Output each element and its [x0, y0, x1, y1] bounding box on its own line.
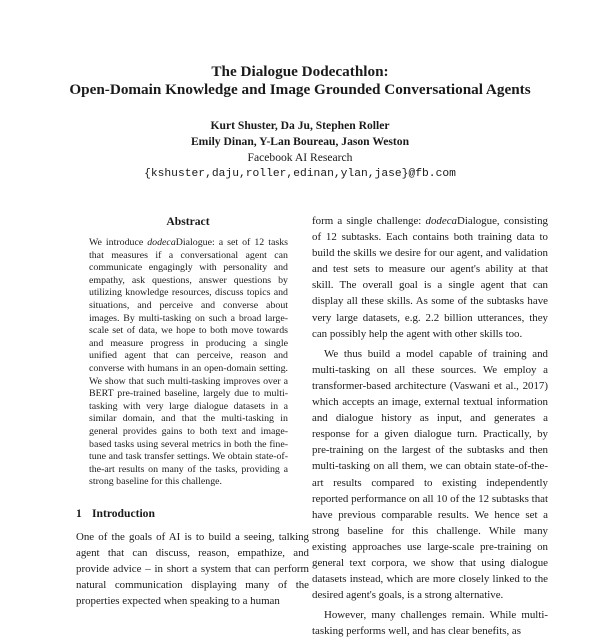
section-heading-introduction	[76, 507, 155, 520]
right-column-text	[312, 213, 548, 639]
right-p1-start: form a single challenge:	[312, 215, 426, 227]
introduction-paragraph: One of the goals of AI is to build a seeing, talking agent that can discuss, reason, empathize, and provide advice – in short a system that can perform natural communication displaying many of the properties expected when speaking to a human	[76, 531, 309, 608]
authors-line-2: Emily Dinan, Y-Lan Boureau, Jason Weston	[190, 135, 410, 148]
abstract-text-start: We introduce	[89, 237, 148, 248]
affiliation: Facebook AI Research	[247, 151, 353, 164]
right-p1-italic-term: dodeca	[425, 215, 457, 227]
abstract-italic-term: dodeca	[147, 237, 176, 248]
section-number: 1	[76, 507, 82, 520]
abstract-text-rest: Dialogue: a set of 12 tasks that measures if a conversational agent can communicate engagingly with personality and empathy, ask questions, answer questions by utilizing knowledge resources, discuss topics and situations, and perceive and converse about images. By multi-tasking on such a broad large-scale set of data, we hope to both move towards and measure progress in producing a single unified agent that can perceive, reason and converse with humans in an open-domain setting. We show that such multi-tasking improves over a BERT pre-trained baseline, largely due to multi-tasking with very large dialogue datasets in a similar domain, and that the multi-tasking in general provides gains to both text and image-based tasks using several metrics in both the fine-tune and task transfer settings. We obtain state-of-the-art results on many of the tasks, providing a strong baseline for this challenge.	[89, 237, 288, 488]
right-paragraph-3: However, many challenges remain. While multi-tasking performs well, and has clear benefits, as	[312, 609, 548, 638]
right-paragraph-1	[312, 213, 548, 342]
right-p1-rest: Dialogue, consisting of 12 subtasks. Each contains both training data to build the skills we desire for our agent, and validation and test sets to measure our agent's ability at that skill. The overall goal is a single agent that can display all these skills. As some of the subtasks have very large datasets, e.g. 2.2 billion utterances, they can possibly help the agent with other skills too.	[312, 215, 548, 340]
right-paragraph-2: We thus build a model capable of training and multi-tasking on all these sources. We employ a transformer-based architecture (Vaswani et al., 2017) which accepts an image, external textual information and dialogue history as input, and generates a response for a given dialogue turn. Practically, by pre-training on the largest of the subtasks and then multi-tasking on all them, we can obtain state-of-the-art results compared to existing independently reported performance on all 10 of the 12 subtasks that have previous comparable results. We hence set a strong baseline for this challenge. While many existing approaches use large-scale pre-training on general text corpora, we show that using dialogue datasets instead, which are more closely linked to the desired agent's goals, is a strong alternative.	[312, 347, 548, 602]
paper-title-line-2: Open-Domain Knowledge and Image Grounded Conversational Agents	[69, 81, 531, 98]
authors-line-1: Kurt Shuster, Da Ju, Stephen Roller	[210, 119, 390, 132]
abstract-heading: Abstract	[166, 215, 210, 228]
author-emails: {kshuster,daju,roller,edinan,ylan,jase}@fb.com	[144, 168, 456, 180]
paper-title-line-1: The Dialogue Dodecathlon:	[211, 63, 389, 80]
abstract-body	[89, 237, 288, 489]
section-title: Introduction	[92, 507, 155, 520]
